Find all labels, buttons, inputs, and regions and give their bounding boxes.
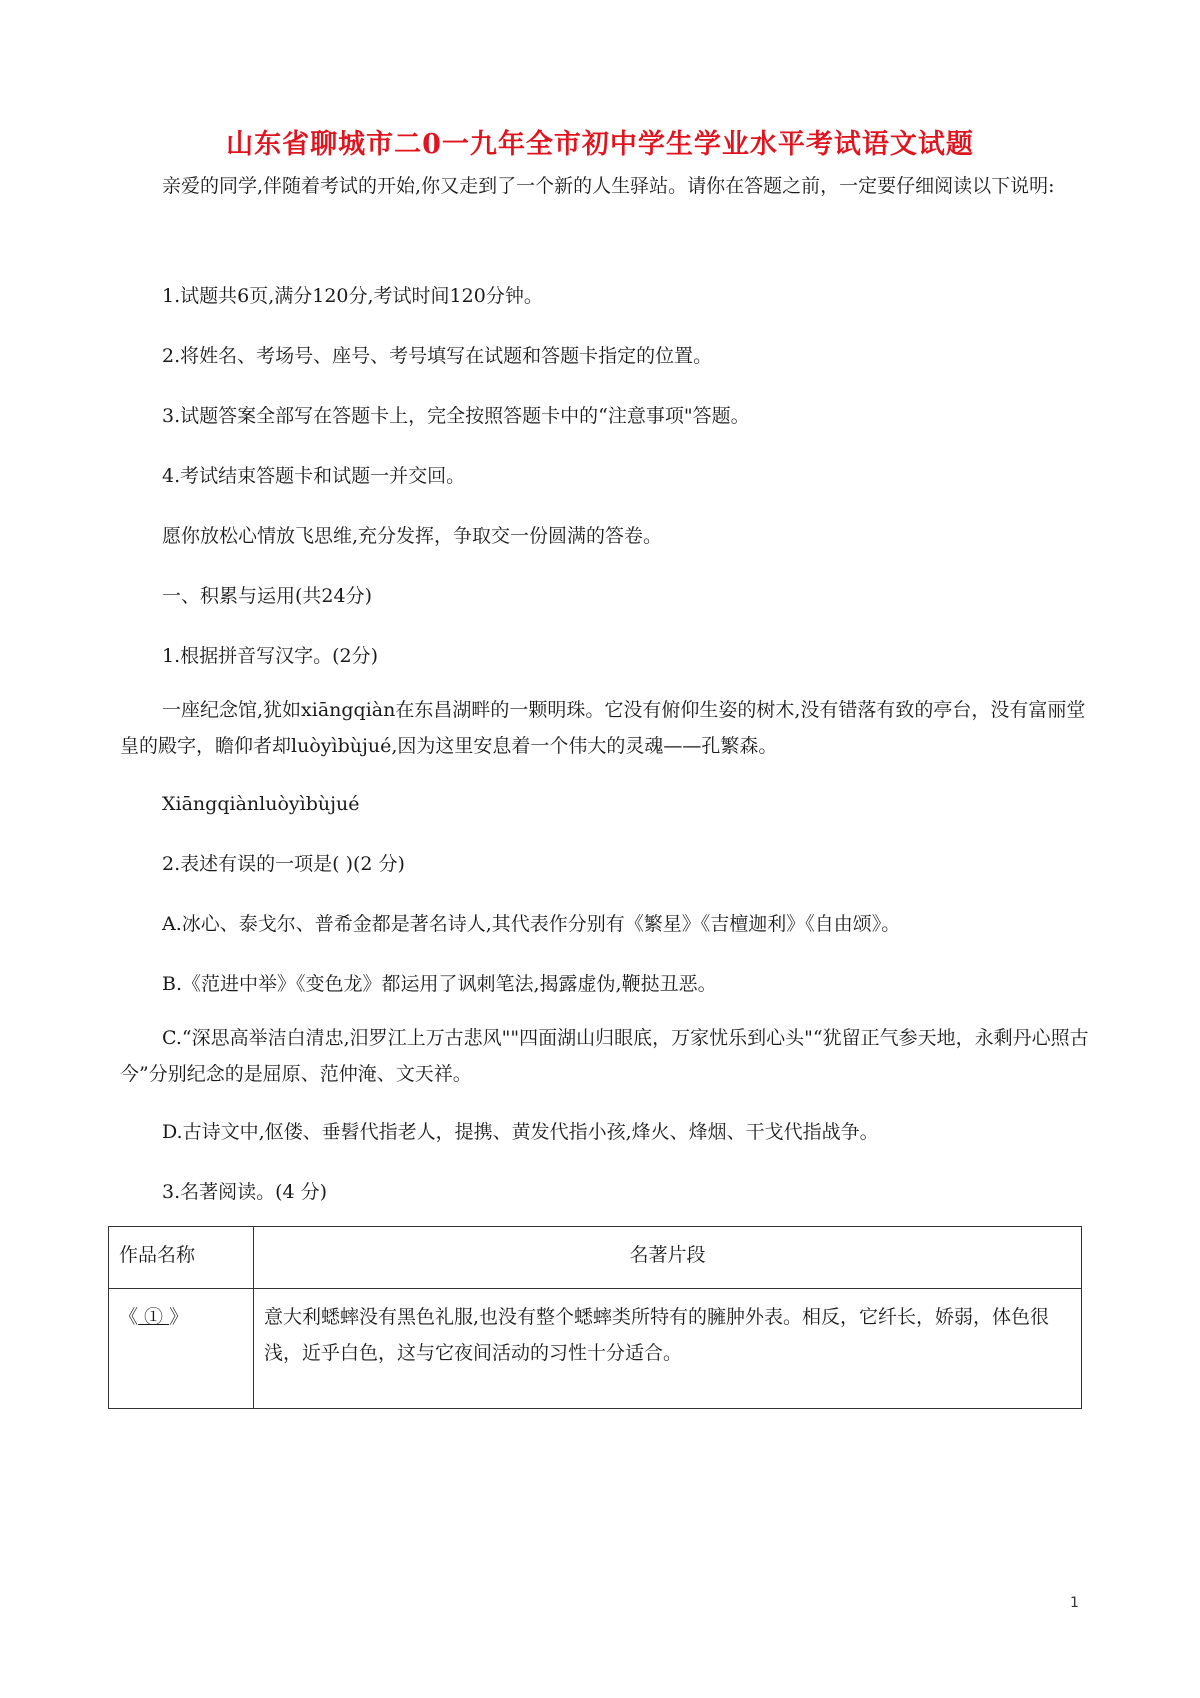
q2-option-b: B.《范进中举》《变色龙》都运用了讽刺笔法,揭露虚伪,鞭挞丑恶。 — [162, 973, 717, 995]
intro-paragraph: 亲爱的同学,伴随着考试的开始,你又走到了一个新的人生驿站。请你在答题之前，一定要仔细阅读以下说明: — [162, 175, 1055, 197]
rule-4: 4.考试结束答题卡和试题一并交回。 — [162, 465, 466, 487]
q2-option-d: D.古诗文中,伛偻、垂髫代指老人，提携、黄发代指小孩,烽火、烽烟、干戈代指战争。 — [162, 1121, 879, 1143]
table-row — [109, 1289, 1082, 1409]
section-heading: 一、积累与运用(共24分) — [162, 585, 373, 607]
rule-2: 2.将姓名、考场号、座号、考号填写在试题和答题卡指定的位置。 — [162, 345, 713, 367]
rule-3: 3.试题答案全部写在答题卡上，完全按照答题卡中的“注意事项"答题。 — [162, 405, 750, 427]
q1-stem: 1.根据拼音写汉字。(2分) — [162, 645, 379, 667]
q1-pinyin: Xiāngqiànluòyìbùjué — [162, 793, 360, 815]
q2-stem: 2.表述有误的一项是( )(2 分) — [162, 853, 405, 875]
book-quote-close: 》 — [169, 1306, 189, 1328]
answer-blank: ① — [138, 1306, 170, 1328]
table-cell-excerpt: 意大利蟋蟀没有黑色礼服,也没有整个蟋蟀类所特有的臃肿外表。相反，它纤长，娇弱，体色很浅，近乎白色，这与它夜间活动的习性十分适合。 — [254, 1289, 1082, 1409]
book-quote-open: 《 — [119, 1306, 139, 1328]
wish-text: 愿你放松心情放飞思维,充分发挥，争取交一份圆满的答卷。 — [162, 525, 663, 547]
q2-option-c: C.“深思高举洁白清忠,汨罗江上万古悲风""四面湖山归眼底，万家忧乐到心头"“犹留正气参天地，永剩丹心照古今”分别纪念的是屈原、范仲淹、文天祥。 — [120, 1027, 1089, 1085]
page-number: 1 — [1070, 1595, 1079, 1611]
table-header-excerpt: 名著片段 — [254, 1227, 1082, 1289]
q3-stem: 3.名著阅读。(4 分) — [162, 1181, 328, 1203]
rule-1: 1.试题共6页,满分120分,考试时间120分钟。 — [162, 285, 543, 307]
q1-passage: 一座纪念馆,犹如xiāngqiàn在东昌湖畔的一颗明珠。它没有俯仰生姿的树木,没有错落有致的亭台，没有富丽堂皇的殿字，瞻仰者却luòyìbùjué,因为这里安息着一个伟大的灵魂——孔繁森。 — [120, 699, 1086, 757]
q3-table — [108, 1226, 1082, 1409]
table-cell-title — [109, 1289, 254, 1409]
table-header-row — [109, 1227, 1082, 1289]
exam-title: 山东省聊城市二0一九年全市初中学生学业水平考试语文试题 — [226, 129, 974, 160]
q2-option-a: A.冰心、泰戈尔、普希金都是著名诗人,其代表作分别有《繁星》《吉檀迦利》《自由颂》。 — [162, 913, 901, 935]
table-header-title: 作品名称 — [109, 1227, 254, 1289]
